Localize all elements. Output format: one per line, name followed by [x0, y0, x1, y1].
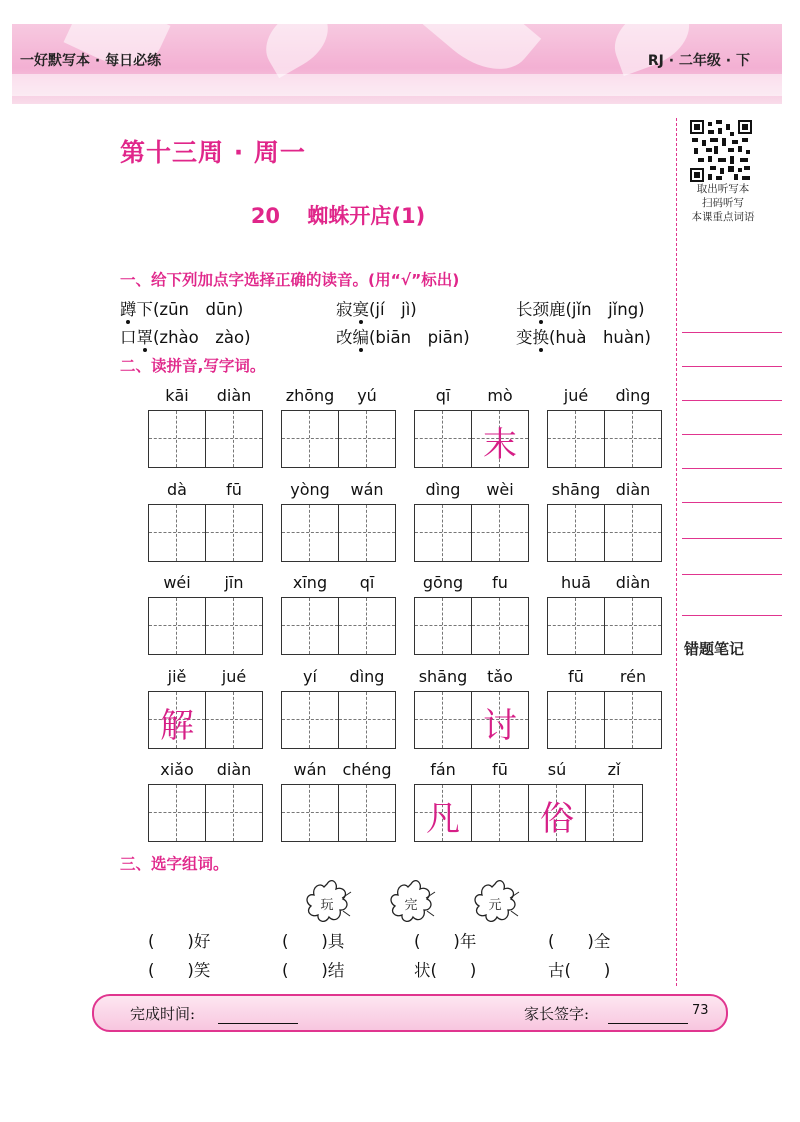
box-guide-horizontal: [415, 625, 471, 626]
writing-box[interactable]: [604, 410, 662, 468]
parent-signature-field[interactable]: [608, 1023, 688, 1024]
header-band: [12, 74, 782, 96]
notes-line: [682, 538, 782, 539]
week-title: 第十三周 · 周一: [120, 138, 306, 167]
notes-line: [682, 332, 782, 333]
box-guide-horizontal: [605, 625, 661, 626]
pinyin-label: zǐ: [607, 760, 621, 779]
item-prefix: 改: [336, 328, 353, 347]
box-guide-vertical: [442, 598, 443, 654]
pinyin-label: wèi: [486, 480, 514, 499]
box-guide-vertical: [499, 785, 500, 841]
pinyin-label: gōng: [422, 573, 464, 592]
box-guide-vertical: [309, 598, 310, 654]
completion-time-field[interactable]: [218, 1023, 298, 1024]
box-guide-horizontal: [415, 719, 471, 720]
box-guide-horizontal: [339, 532, 395, 533]
box-guide-vertical: [632, 505, 633, 561]
header-grade: RJ · 二年级 · 下: [647, 53, 750, 69]
writing-box[interactable]: [414, 410, 472, 468]
pinyin-label: jué: [563, 386, 589, 405]
pinyin-options[interactable]: (huà huàn): [549, 328, 651, 347]
box-guide-horizontal: [339, 812, 395, 813]
box-guide-horizontal: [282, 812, 338, 813]
box-guide-vertical: [632, 598, 633, 654]
pronunciation-item: [516, 296, 645, 320]
box-guide-vertical: [575, 598, 576, 654]
written-char: 俗: [540, 799, 574, 839]
pinyin-label: fu: [492, 573, 508, 592]
box-guide-horizontal: [339, 438, 395, 439]
box-guide-vertical: [575, 411, 576, 467]
section-2-title: 二、读拼音,写字词。: [120, 357, 266, 375]
lesson-title: [0, 200, 676, 230]
writing-box[interactable]: [205, 504, 263, 562]
writing-box[interactable]: [281, 784, 339, 842]
pronunciation-item: [336, 324, 470, 348]
pinyin-label: xiǎo: [160, 760, 194, 779]
pinyin-options[interactable]: 下(zūn dūn): [136, 300, 244, 319]
word-blank[interactable]: 古( ): [548, 961, 611, 980]
word-blank[interactable]: ( )笑: [148, 961, 211, 980]
dotted-char: 颈: [532, 300, 549, 319]
box-guide-horizontal: [548, 625, 604, 626]
box-guide-horizontal: [206, 532, 262, 533]
box-guide-vertical: [309, 505, 310, 561]
notes-line: [682, 366, 782, 367]
writing-box[interactable]: [205, 410, 263, 468]
box-guide-vertical: [233, 411, 234, 467]
box-guide-horizontal: [339, 719, 395, 720]
item-prefix: 寂: [336, 300, 353, 319]
box-guide-vertical: [366, 785, 367, 841]
written-char: 解: [160, 706, 194, 746]
box-guide-vertical: [366, 505, 367, 561]
word-blank[interactable]: ( )全: [548, 932, 611, 951]
pinyin-label: yí: [303, 667, 317, 686]
box-guide-vertical: [632, 692, 633, 748]
writing-box[interactable]: [471, 691, 529, 749]
box-guide-vertical: [233, 598, 234, 654]
writing-box[interactable]: [471, 784, 529, 842]
box-guide-horizontal: [282, 438, 338, 439]
writing-box[interactable]: [547, 597, 605, 655]
pinyin-label: yòng: [290, 480, 330, 499]
pinyin-label: fū: [492, 760, 508, 779]
notes-line: [682, 434, 782, 435]
pinyin-label: dìng: [615, 386, 651, 405]
pinyin-label: jīn: [224, 573, 244, 592]
notes-line: [682, 574, 782, 575]
box-guide-vertical: [176, 505, 177, 561]
writing-box[interactable]: [414, 504, 472, 562]
box-guide-horizontal: [206, 812, 262, 813]
pinyin-label: rén: [619, 667, 647, 686]
box-guide-horizontal: [548, 438, 604, 439]
box-guide-horizontal: [206, 438, 262, 439]
section-1-title: 一、给下列加点字选择正确的读音。(用“√”标出): [120, 271, 460, 289]
box-guide-horizontal: [149, 625, 205, 626]
writing-box[interactable]: [205, 784, 263, 842]
box-guide-horizontal: [472, 625, 528, 626]
notes-title: 错题笔记: [684, 640, 745, 658]
writing-box[interactable]: [148, 410, 206, 468]
pinyin-label: huā: [560, 573, 592, 592]
box-guide-vertical: [309, 692, 310, 748]
pinyin-label: wán: [293, 760, 327, 779]
writing-box[interactable]: [338, 597, 396, 655]
lesson-name: 蜘蛛开店(1): [307, 204, 426, 228]
pinyin-label: fū: [226, 480, 242, 499]
writing-box[interactable]: [338, 504, 396, 562]
writing-box[interactable]: [281, 504, 339, 562]
qr-caption-line: 取出听写本: [696, 183, 750, 195]
pinyin-options[interactable]: 鹿(jǐn jǐng): [549, 300, 645, 319]
pinyin-label: qī: [435, 386, 451, 405]
writing-box[interactable]: [281, 691, 339, 749]
box-guide-horizontal: [415, 438, 471, 439]
choice-char: 元: [488, 898, 502, 913]
pinyin-label: shāng: [418, 667, 468, 686]
pinyin-label: xīng: [292, 573, 328, 592]
dotted-char: 寞: [352, 300, 369, 319]
box-guide-vertical: [575, 505, 576, 561]
writing-box[interactable]: [604, 504, 662, 562]
pinyin-label: jué: [221, 667, 247, 686]
writing-box[interactable]: [604, 691, 662, 749]
word-blank[interactable]: ( )结: [282, 961, 345, 980]
pronunciation-item: [336, 296, 417, 320]
qr-caption-line: 扫码听写: [702, 197, 744, 209]
writing-box[interactable]: [338, 691, 396, 749]
notes-line: [682, 468, 782, 469]
box-guide-vertical: [176, 411, 177, 467]
box-guide-horizontal: [282, 719, 338, 720]
qr-code[interactable]: [690, 120, 752, 182]
pinyin-label: wán: [350, 480, 384, 499]
box-guide-vertical: [309, 785, 310, 841]
dotted-char: 罩: [136, 328, 153, 347]
box-guide-horizontal: [548, 532, 604, 533]
margin-divider: [676, 118, 677, 986]
box-guide-vertical: [613, 785, 614, 841]
pinyin-label: dìng: [349, 667, 385, 686]
pinyin-label: wéi: [163, 573, 191, 592]
word-blank[interactable]: 状( ): [414, 961, 477, 980]
choice-char: 玩: [320, 898, 334, 913]
writing-box[interactable]: [604, 597, 662, 655]
pinyin-label: diàn: [615, 573, 651, 592]
writing-box[interactable]: [414, 597, 472, 655]
written-char: 凡: [426, 799, 460, 839]
writing-box[interactable]: [281, 597, 339, 655]
word-blank[interactable]: ( )具: [282, 932, 345, 951]
word-blank[interactable]: ( )年: [414, 932, 477, 951]
box-guide-vertical: [233, 692, 234, 748]
writing-box[interactable]: [585, 784, 643, 842]
box-guide-horizontal: [472, 812, 528, 813]
petal-decoration: [254, 24, 340, 78]
dotted-char: 蹲: [120, 300, 137, 319]
box-guide-vertical: [632, 411, 633, 467]
written-char: 末: [483, 425, 517, 465]
box-guide-horizontal: [586, 812, 642, 813]
pinyin-label: qī: [359, 573, 375, 592]
box-guide-horizontal: [605, 438, 661, 439]
pinyin-label: fán: [430, 760, 456, 779]
qr-caption-line: 本课重点词语: [691, 211, 755, 223]
writing-box[interactable]: [547, 410, 605, 468]
writing-box[interactable]: [471, 597, 529, 655]
completion-time-label: 完成时间:: [130, 1005, 196, 1023]
box-guide-vertical: [233, 785, 234, 841]
box-guide-vertical: [366, 692, 367, 748]
box-guide-horizontal: [149, 812, 205, 813]
pinyin-options[interactable]: (zhào zào): [153, 328, 251, 347]
box-guide-horizontal: [282, 625, 338, 626]
choice-char: 完: [404, 898, 418, 913]
writing-box[interactable]: [547, 691, 605, 749]
pinyin-label: kāi: [165, 386, 189, 405]
box-guide-horizontal: [206, 625, 262, 626]
item-prefix: 变: [516, 328, 533, 347]
box-guide-horizontal: [339, 625, 395, 626]
box-guide-horizontal: [415, 532, 471, 533]
box-guide-horizontal: [605, 532, 661, 533]
pronunciation-item: [120, 324, 251, 348]
box-guide-vertical: [499, 598, 500, 654]
lesson-number: 20: [250, 204, 281, 228]
box-guide-vertical: [442, 692, 443, 748]
writing-box[interactable]: [414, 691, 472, 749]
pinyin-label: shāng: [551, 480, 601, 499]
pinyin-label: mò: [487, 386, 513, 405]
writing-box[interactable]: [148, 691, 206, 749]
box-guide-vertical: [233, 505, 234, 561]
dotted-char: 编: [352, 328, 369, 347]
writing-box[interactable]: [471, 410, 529, 468]
box-guide-horizontal: [206, 719, 262, 720]
writing-box[interactable]: [471, 504, 529, 562]
box-guide-horizontal: [605, 719, 661, 720]
pinyin-label: jiě: [167, 667, 187, 686]
box-guide-vertical: [499, 505, 500, 561]
pronunciation-item: [516, 324, 651, 348]
written-char: 讨: [483, 706, 517, 746]
box-guide-vertical: [575, 692, 576, 748]
pinyin-label: diàn: [615, 480, 651, 499]
box-guide-vertical: [309, 411, 310, 467]
writing-box[interactable]: [547, 504, 605, 562]
parent-signature-label: 家长签字:: [524, 1005, 590, 1023]
pinyin-options[interactable]: (biān piān): [369, 328, 470, 347]
pinyin-label: chéng: [342, 760, 392, 779]
notes-line: [682, 502, 782, 503]
box-guide-horizontal: [548, 719, 604, 720]
box-guide-horizontal: [149, 438, 205, 439]
box-guide-vertical: [176, 785, 177, 841]
pinyin-label: yú: [357, 386, 377, 405]
pronunciation-item: [120, 296, 243, 320]
pinyin-label: diàn: [216, 386, 252, 405]
writing-box[interactable]: [414, 784, 472, 842]
writing-box[interactable]: [148, 597, 206, 655]
box-guide-vertical: [176, 598, 177, 654]
qr-caption: [678, 182, 768, 224]
box-guide-horizontal: [149, 532, 205, 533]
item-prefix: 长: [516, 300, 533, 319]
writing-box[interactable]: [281, 410, 339, 468]
box-guide-vertical: [442, 505, 443, 561]
writing-box[interactable]: [338, 410, 396, 468]
notes-line: [682, 615, 782, 616]
box-guide-vertical: [366, 598, 367, 654]
word-blank[interactable]: ( )好: [148, 932, 211, 951]
page-number: 73: [692, 1003, 709, 1018]
pinyin-label: zhōng: [285, 386, 335, 405]
section-3-title: 三、选字组词。: [120, 855, 229, 873]
writing-box[interactable]: [148, 784, 206, 842]
notes-line: [682, 400, 782, 401]
item-prefix: 口: [120, 328, 137, 347]
box-guide-horizontal: [282, 532, 338, 533]
box-guide-vertical: [442, 411, 443, 467]
pinyin-label: diàn: [216, 760, 252, 779]
writing-box[interactable]: [338, 784, 396, 842]
writing-box[interactable]: [148, 504, 206, 562]
pinyin-label: sú: [547, 760, 567, 779]
box-guide-horizontal: [472, 532, 528, 533]
pinyin-label: fū: [568, 667, 584, 686]
writing-box[interactable]: [205, 597, 263, 655]
writing-box[interactable]: [205, 691, 263, 749]
pinyin-options[interactable]: (jí jì): [369, 300, 417, 319]
dotted-char: 换: [532, 328, 549, 347]
pinyin-label: tǎo: [487, 667, 513, 686]
header-series-title: 一好默写本 · 每日必练: [20, 53, 162, 69]
pinyin-label: dìng: [425, 480, 461, 499]
writing-box[interactable]: [528, 784, 586, 842]
pinyin-label: dà: [167, 480, 187, 499]
box-guide-vertical: [366, 411, 367, 467]
